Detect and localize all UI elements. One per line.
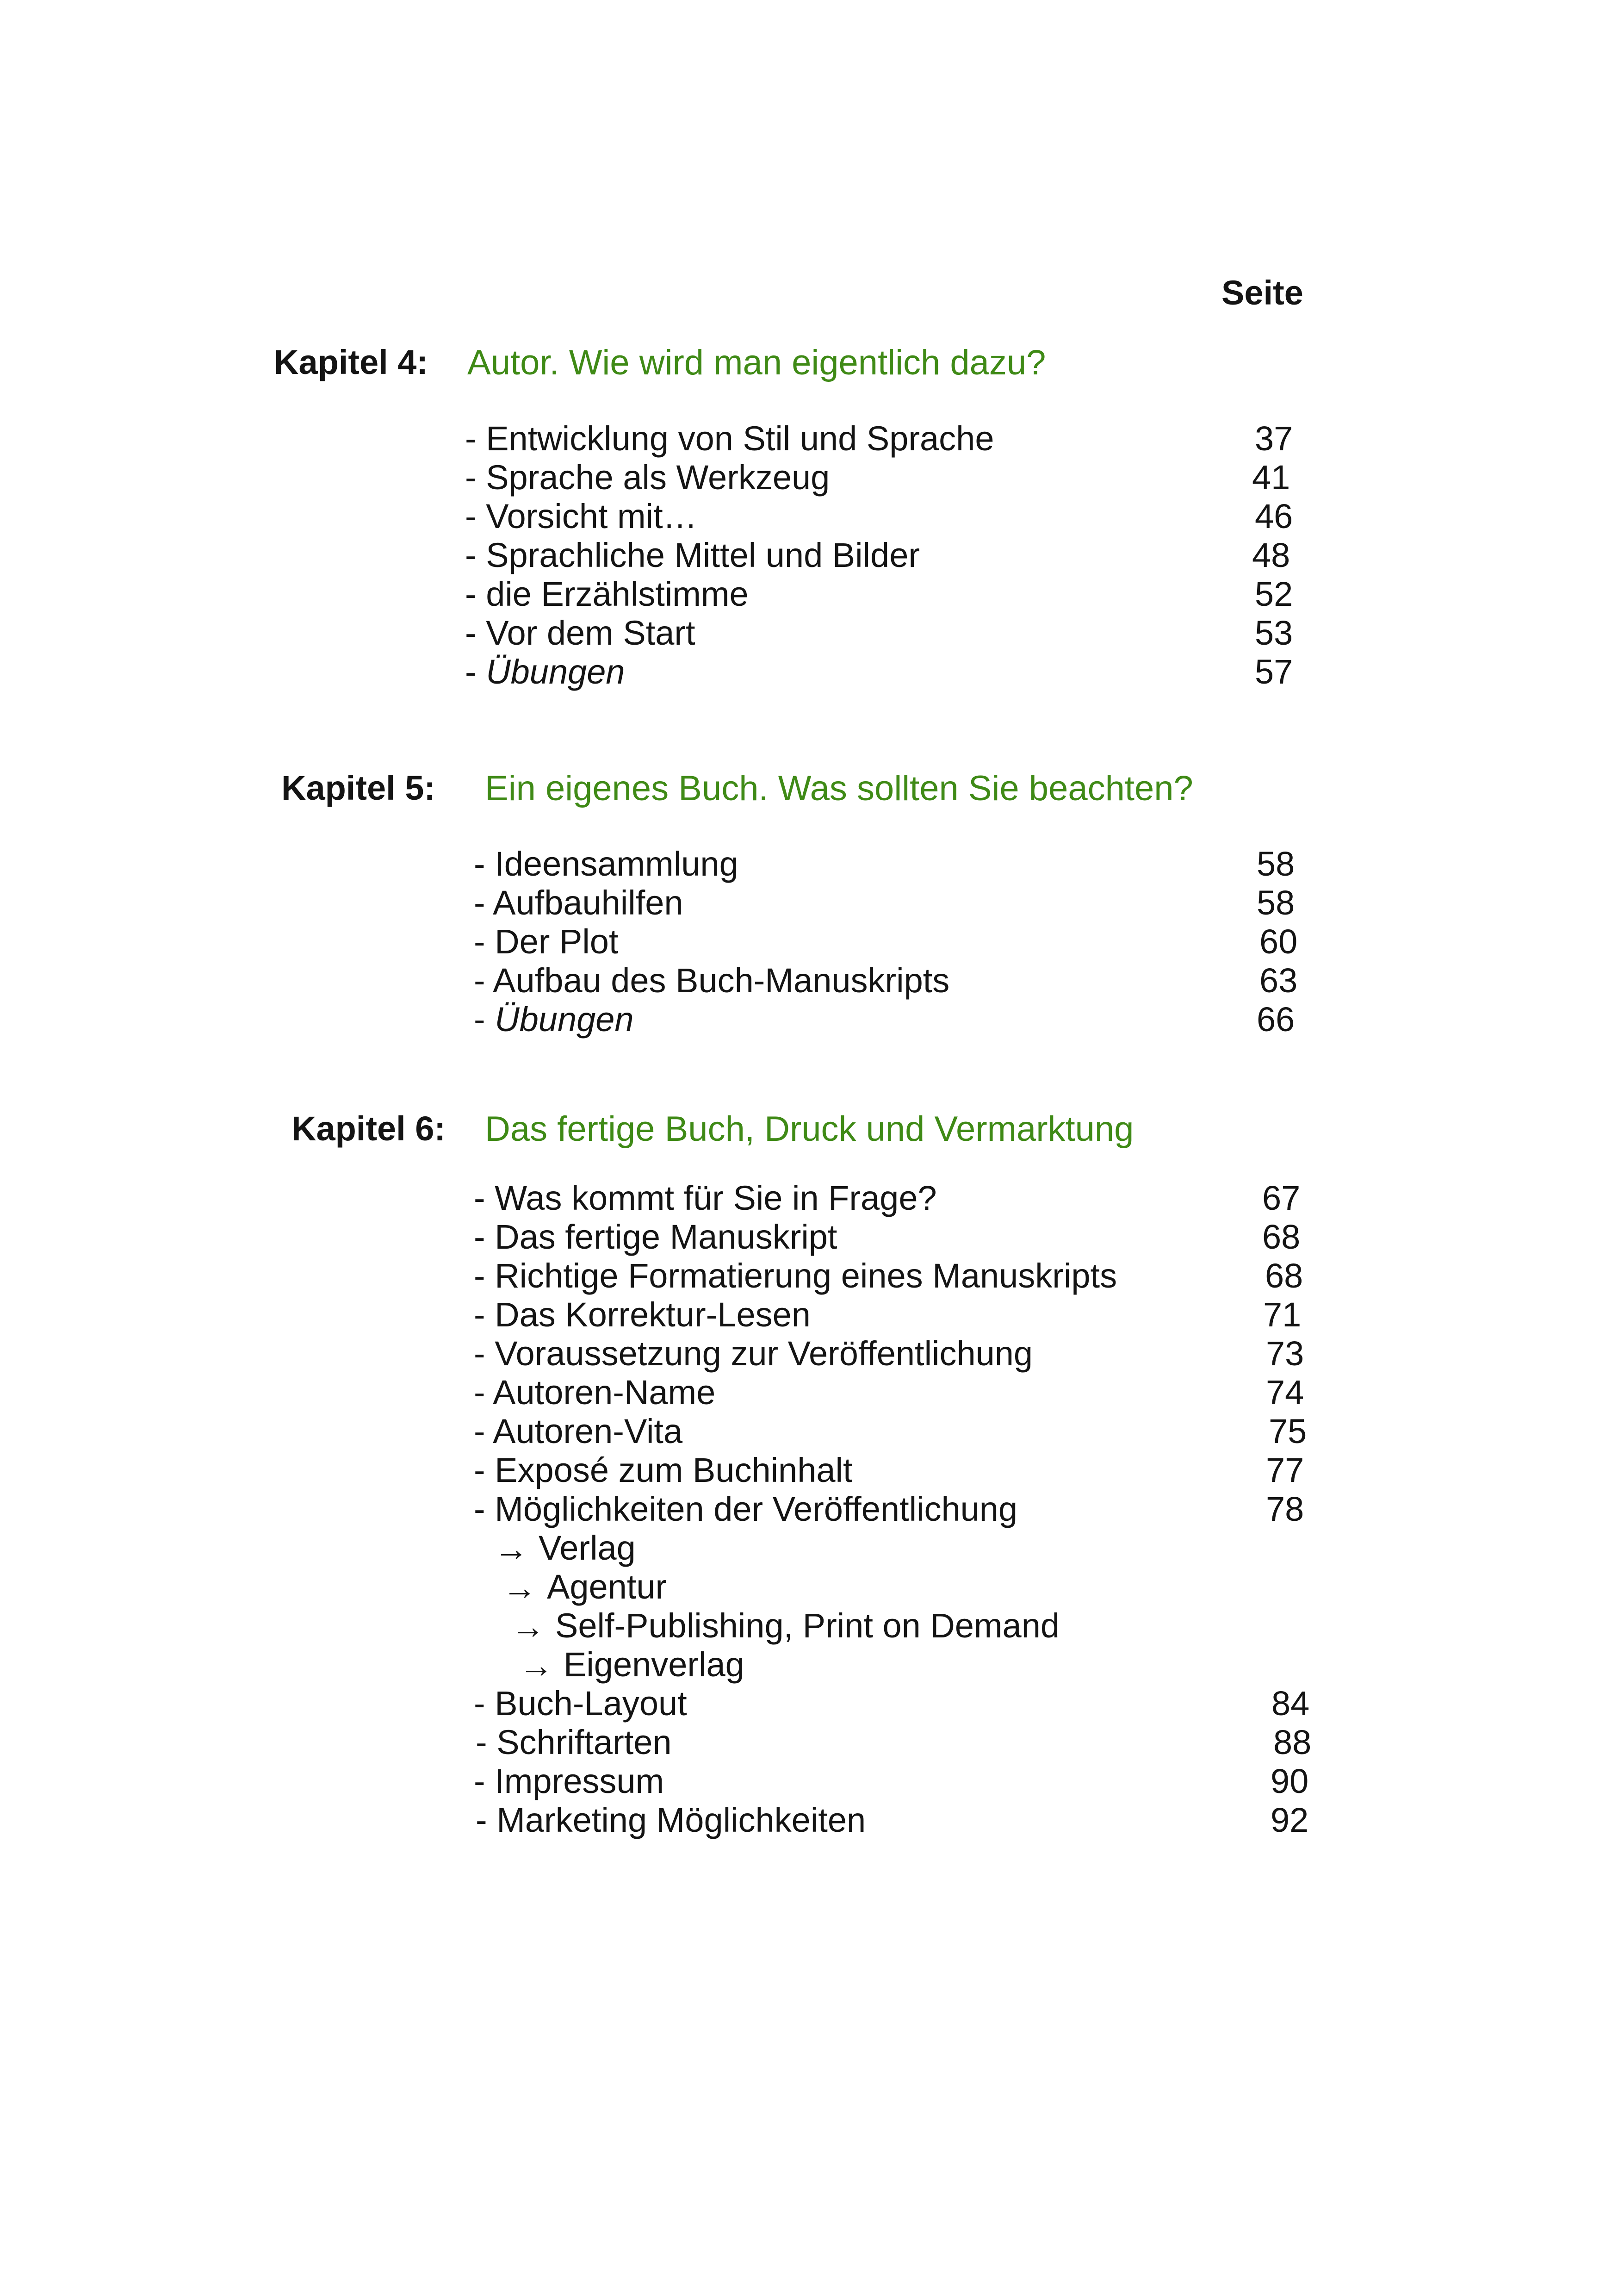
toc-entry xyxy=(0,652,1618,691)
toc-entry xyxy=(0,1761,1618,1800)
entry-page-number: 71 xyxy=(1263,1295,1302,1334)
toc-entry xyxy=(0,883,1618,922)
entry-prefix: - xyxy=(465,653,486,691)
entry-title: - Impressum xyxy=(474,1762,664,1800)
arrow-right-icon: → xyxy=(511,1607,545,1646)
entry-title: - Vor dem Start xyxy=(465,614,695,652)
entry-page-number: 92 xyxy=(1271,1801,1309,1839)
toc-entry xyxy=(0,922,1618,961)
toc-entry xyxy=(0,419,1618,458)
entry-title: - Ideensammlung xyxy=(474,845,738,883)
toc-entry xyxy=(0,535,1618,574)
entry-title xyxy=(465,652,625,691)
toc-entry xyxy=(0,1000,1618,1039)
arrow-right-icon: → xyxy=(494,1530,528,1568)
toc-entry xyxy=(0,574,1618,613)
entry-page-number: 57 xyxy=(1255,653,1293,691)
toc-entry xyxy=(0,1256,1618,1295)
toc-entry xyxy=(0,1334,1618,1373)
entry-title: - Entwicklung von Stil und Sprache xyxy=(465,419,994,458)
entry-title: - Schriftarten xyxy=(476,1723,672,1761)
entry-title: - Aufbauhilfen xyxy=(474,884,683,922)
entry-title: - Exposé zum Buchinhalt xyxy=(474,1451,853,1489)
entry-page-number: 48 xyxy=(1252,536,1290,574)
entry-page-number: 73 xyxy=(1266,1334,1304,1373)
toc-subitem xyxy=(0,1606,1618,1645)
toc-subitem xyxy=(0,1645,1618,1684)
entry-page-number: 74 xyxy=(1266,1373,1304,1412)
entry-title: - Was kommt für Sie in Frage? xyxy=(474,1179,937,1217)
chapter-label: Kapitel 6: xyxy=(291,1109,446,1148)
entry-page-number: 75 xyxy=(1269,1412,1307,1450)
toc-subitem xyxy=(0,1567,1618,1606)
entry-page-number: 78 xyxy=(1266,1490,1304,1528)
entry-title: - Autoren-Name xyxy=(474,1373,716,1412)
entry-title: - Der Plot xyxy=(474,922,619,961)
toc-subitem xyxy=(0,1528,1618,1567)
entry-page-number: 67 xyxy=(1262,1179,1301,1217)
subitem-title: Agentur xyxy=(547,1568,667,1606)
toc-entry xyxy=(0,844,1618,883)
entry-page-number: 60 xyxy=(1259,922,1298,961)
chapter-label: Kapitel 4: xyxy=(274,343,428,381)
entry-page-number: 66 xyxy=(1257,1000,1295,1039)
entry-page-number: 52 xyxy=(1255,575,1293,613)
entry-title: - Vorsicht mit… xyxy=(465,497,697,535)
toc-entry xyxy=(0,1800,1618,1839)
entry-title: - Voraussetzung zur Veröffentlichung xyxy=(474,1334,1033,1373)
entry-title: - Sprache als Werkzeug xyxy=(465,458,830,497)
entry-title: - Sprachliche Mittel und Bilder xyxy=(465,536,920,574)
entry-page-number: 68 xyxy=(1265,1257,1303,1295)
entry-page-number: 41 xyxy=(1252,458,1290,497)
toc-entry xyxy=(0,458,1618,497)
toc-entry xyxy=(0,497,1618,535)
entry-page-number: 58 xyxy=(1257,845,1295,883)
toc-entry xyxy=(0,1684,1618,1723)
chapter-title: Ein eigenes Buch. Was sollten Sie beachten? xyxy=(485,769,1193,808)
chapter-label: Kapitel 5: xyxy=(281,769,436,807)
entry-page-number: 84 xyxy=(1271,1684,1310,1723)
entry-title: - Richtige Formatierung eines Manuskripts xyxy=(474,1257,1117,1295)
toc-entry xyxy=(0,1723,1618,1761)
entry-page-number: 46 xyxy=(1255,497,1293,535)
toc-entry xyxy=(0,1178,1618,1217)
entry-page-number: 63 xyxy=(1259,961,1298,1000)
entry-title: - Aufbau des Buch-Manuskripts xyxy=(474,961,950,1000)
entry-title: - Möglichkeiten der Veröffentlichung xyxy=(474,1490,1018,1528)
entry-title: - Marketing Möglichkeiten xyxy=(476,1801,866,1839)
entry-title-italic: Übungen xyxy=(495,1000,634,1039)
subitem-title: Self-Publishing, Print on Demand xyxy=(555,1606,1060,1645)
entry-prefix: - xyxy=(474,1000,495,1039)
subitem-title: Verlag xyxy=(539,1529,636,1567)
entry-page-number: 90 xyxy=(1271,1762,1309,1800)
toc-entry xyxy=(0,613,1618,652)
toc-entry xyxy=(0,1489,1618,1528)
entry-title: - Autoren-Vita xyxy=(474,1412,683,1450)
arrow-right-icon: → xyxy=(519,1646,553,1685)
entry-page-number: 88 xyxy=(1273,1723,1312,1761)
toc-entry xyxy=(0,1295,1618,1334)
entry-page-number: 77 xyxy=(1266,1451,1304,1489)
toc-entry xyxy=(0,961,1618,1000)
chapter-title: Autor. Wie wird man eigentlich dazu? xyxy=(467,343,1046,382)
toc-entry xyxy=(0,1412,1618,1450)
toc-entry xyxy=(0,1373,1618,1412)
entry-page-number: 53 xyxy=(1255,614,1293,652)
entry-page-number: 58 xyxy=(1257,884,1295,922)
entry-page-number: 68 xyxy=(1262,1218,1301,1256)
arrow-right-icon: → xyxy=(502,1568,537,1607)
entry-title: - Das Korrektur-Lesen xyxy=(474,1295,811,1334)
entry-title: - die Erzählstimme xyxy=(465,575,749,613)
toc-entry xyxy=(0,1217,1618,1256)
toc-entry xyxy=(0,1450,1618,1489)
page-column-heading: Seite xyxy=(1221,274,1303,312)
chapter-title: Das fertige Buch, Druck und Vermarktung xyxy=(485,1109,1134,1149)
entry-title: - Buch-Layout xyxy=(474,1684,687,1723)
subitem-title: Eigenverlag xyxy=(564,1645,744,1684)
entry-title: - Das fertige Manuskript xyxy=(474,1218,837,1256)
entry-title-italic: Übungen xyxy=(486,653,625,691)
entry-title xyxy=(474,1000,634,1039)
entry-page-number: 37 xyxy=(1255,419,1293,458)
